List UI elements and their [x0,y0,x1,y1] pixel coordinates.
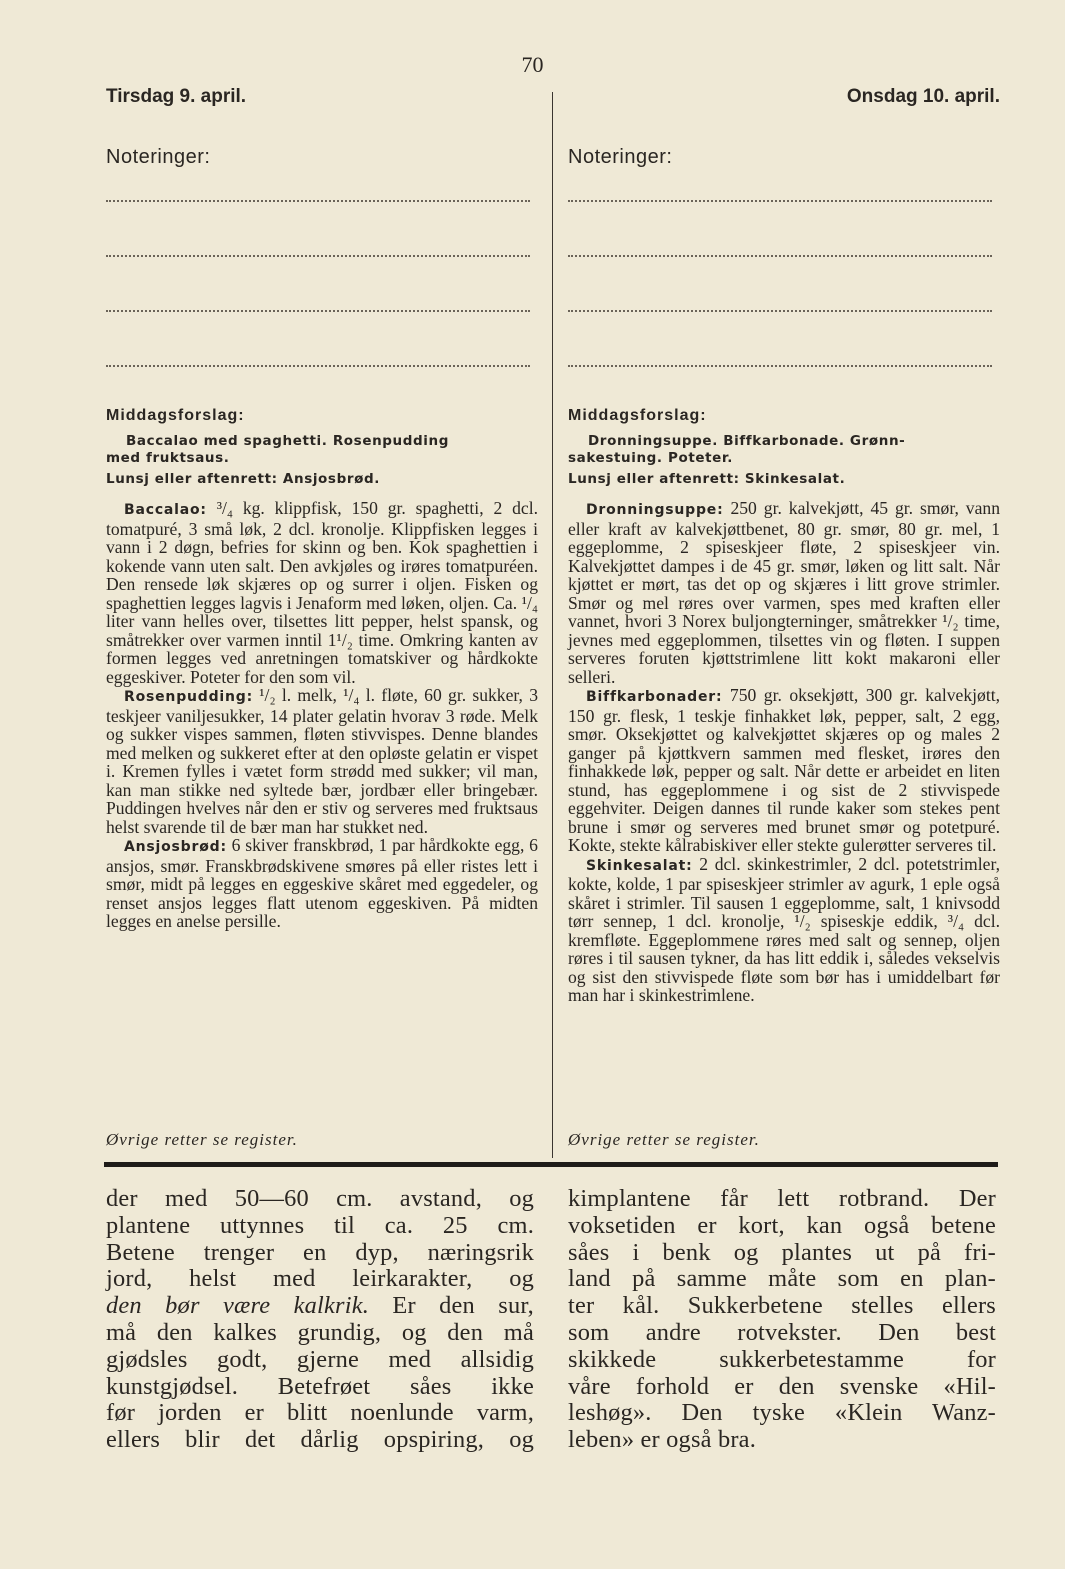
text-line: skikkede sukkerbetestamme for [568,1345,996,1373]
text-line: før jorden er blitt noenlunde varm, [106,1399,534,1427]
dishes-line: med fruktsaus. [106,450,230,466]
gardening-text-left [106,1186,534,1454]
text-line: såes i benk og plantes ut på fri- [568,1238,996,1266]
dishes-line: Baccalao med spaghetti. Rosenpudding [126,433,449,449]
column-divider [552,92,553,1158]
recipe-title: Skinkesalat: [586,857,693,874]
notes-label-text: Noteringer: [106,146,211,168]
text-line: våre forhold er den svenske «Hil- [568,1372,996,1400]
text-line: der med 50—60 cm. avstand, og [106,1185,534,1212]
notes-line [568,312,1000,367]
text-line: Betene trenger en dyp, næringsrik [106,1238,534,1266]
text-line: den bør være kalkrik. Er den sur, [106,1292,534,1320]
suggested-dishes [568,433,1000,467]
text-line: gjødsles godt, gjerne med allsidig [106,1345,534,1373]
text-line: kunstgjødsel. Betefrøet såes ikke [106,1372,534,1400]
page-number: 70 [521,52,544,77]
lunch-suggestion: Lunsj eller aftenrett: Skinkesalat. [568,471,846,487]
recipe-title: Dronningsuppe: [586,502,724,518]
lunch-suggestion: Lunsj eller aftenrett: Ansjosbrød. [106,471,380,487]
recipes [568,499,1000,1005]
day-header-wednesday: Onsdag 10. april. [846,86,1000,107]
dinner-suggestions [106,407,538,931]
register-note: Øvrige retter se register. [106,1130,298,1149]
notes-label [106,146,538,176]
notes-line [106,176,538,202]
recipe-text: ³/₄ kg. klippfisk, 150 gr. spaghetti, 2 dcl. tomatpuré, 3 små løk, 2 dcl. kronolje. Klippfisken legges i vann i 2 døgn, befries for skinn og ben. Kok spaghettien i kokende vann uten salt. Den avkjøles og irøres tomatpuréen. Den rensede løk skjæres op og surrer i oljen. Fisken og spaghettien legges lagvis i Jenaform med løken, oljen. Ca. ¹/₄ liter vann helles over, tilsettes litt pepper, helst spansk, og småtrekker over varmen inntil 1¹/₂ time. Omkring kanten av formen legges ved anretningen tomatskiver og hårdkokte eggeskiver. Poteter for den som vil. [106,498,538,687]
text-line: voksetiden er kort, kan også betene [568,1211,996,1239]
emphasis: den bør være kalkrik. [106,1292,370,1320]
text-line: jord, helst med leirkarakter, og [106,1265,534,1293]
notes-line [568,257,1000,312]
notes-line [106,257,538,312]
text-line: leshøg». Den tyske «Klein Wanz- [568,1399,996,1427]
notes-line [568,202,1000,257]
notes-line [106,202,538,257]
gardening-text-right [568,1186,996,1454]
suggested-dishes [106,433,538,467]
section-rule [104,1162,998,1167]
recipe-title: Rosenpudding: [124,689,254,705]
text-line: må den kalkes grundig, og den må [106,1318,534,1346]
suggest-title: Middagsforslag: [106,407,245,424]
dinner-suggestions [568,407,1000,1005]
recipe-text: 250 gr. kalvekjøtt, 45 gr. smør, vann eller kraft av kalvekjøttbenet, 80 gr. smør, 80 gr. mel, 1 eggeplomme, 2 spiseskjeer fløte, 2 spiseskjeer vin. Kalvekjøttet dampes i de 45 gr. smør, løken og litt salt. Når kjøttet er mørt, tas det op og skjæres i litt grove strimler. Smør og mel røres over varmen, spes med kraften eller vannet, hvori 3 Norex buljongterninger, småtrekker ¹/₂ time, jevnes med eggeplommen, tilsettes vin og fløten. I suppen serveres foruten kjøttstrimlene litt kokt makaroni eller selleri. [568,498,1000,687]
suggest-title: Middagsforslag: [568,407,707,424]
text-line: plantene uttynnes til ca. 25 cm. [106,1211,534,1239]
recipe-text: ¹/₂ l. melk, ¹/₄ l. fløte, 60 gr. sukker, 3 teskjeer vaniljesukker, 14 plater gelatin hvorav 3 røde. Melk og sukker vispes sammen, fløten stivvispes. Denne blandes med melken og sukkeret efter at den opløste gelatin er vispet i. Kremen fylles i vætet form strødd med sukker; vil man, kan man stikke ned syltede bær, jordbær eller bringebær. Puddingen hvelves når den er stiv og serveres med fruktsaus helst svarende til de bær man har stukket ned. [106,685,539,837]
notes-label [568,146,1000,176]
recipe-title: Ansjosbrød: [124,839,227,855]
register-note: Øvrige retter se register. [568,1130,760,1149]
dishes-line: Dronningsuppe. Biffkarbonade. Grønn- [588,433,906,449]
text-line: som andre rotvekster. Den best [568,1318,996,1346]
recipe-paragraph [106,499,538,686]
notes-line [106,312,538,367]
left-column [106,86,538,931]
recipe-title: Baccalao: [124,502,207,518]
text-line: land på samme måte som en plan- [568,1265,996,1293]
text-line: ellers blir det dårlig opspiring, og [106,1426,534,1454]
recipe-text: 6 skiver franskbrød, 1 par hårdkokte egg, 6 ansjos, smør. Franskbrødskivene smøres på eller ristes lett i smør, midt på legges en eggeskive skåret med eggedeler, og renset ansjos legges flatt utenom eggeskiven. På midten legges en anelse persille. [106,835,538,931]
text-line: leben» er også bra. [568,1426,757,1454]
recipes [106,499,538,931]
recipe-paragraph [106,686,538,836]
recipe-paragraph [568,855,1000,1005]
recipe-text: 2 dcl. skinkestrimler, 2 dcl. potetstrimler, kokte, kolde, 1 par spiseskjeer strimler av agurk, 1 eple også skåret i strimler. Til sausen 1 eggeplomme, salt, 1 knivsodd tørr sennep, 1 dcl. kronolje, ¹/₂ spiseskje eddik, ³/₄ dcl. kremfløte. Eggeplommene røres med salt og sennep, oljen røres i til sausen tykner, da has litt eddik i, således vekselvis og sist den stivvispede fløte som bør has i umiddelbart før man har i skinkestrimlene. [568,853,1000,1005]
right-column [568,86,1000,1005]
dishes-line: sakestuing. Poteter. [568,450,733,466]
day-header-tuesday: Tirsdag 9. april. [106,86,247,107]
notes-label-text: Noteringer: [568,146,673,168]
recipe-text: 750 gr. oksekjøtt, 300 gr. kalvekjøtt, 150 gr. flesk, 1 teskje finhakket løk, pepper, salt, 2 egg, smør. Oksekjøttet og kalvekjøttet skjæres op og males 2 ganger på kjøttkvern sammen med flesket, irøres den finhakkede løk, pepper og salt. Når dette er arbeidet en liten stund, has eggeplommene i og sist de 2 stivvispede eggehviter. Deigen dannes til runde kaker som stekes pent brune i smør og serveres med brunet smør og potetpuré. Kokte, stekte kålrabiskiver eller stekte gulerøtter serveres til. [568,685,1000,855]
notes-line [568,176,1000,202]
recipe-paragraph [568,499,1000,686]
recipe-title: Biffkarbonader: [586,689,723,705]
text-line: kimplantene får lett rotbrand. Der [568,1185,996,1212]
text-line: ter kål. Sukkerbetene stelles ellers [568,1292,996,1320]
recipe-paragraph [106,836,538,931]
recipe-paragraph [568,686,1000,855]
